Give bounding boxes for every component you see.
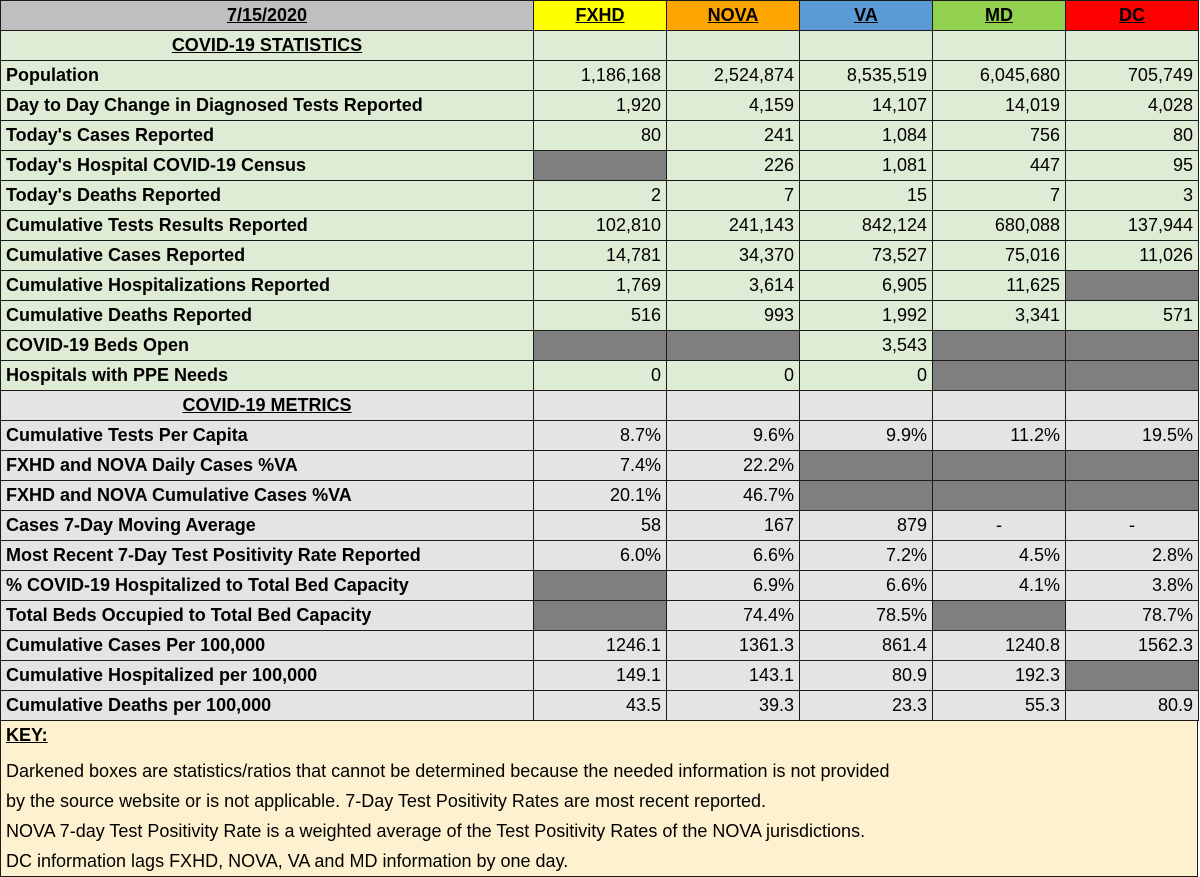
unavailable-cell bbox=[534, 571, 667, 601]
value-cell: 55.3 bbox=[933, 691, 1066, 721]
table-row bbox=[1, 451, 1199, 481]
value-cell: - bbox=[933, 511, 1066, 541]
col-header-va: VA bbox=[800, 1, 933, 31]
value-cell: 1246.1 bbox=[534, 631, 667, 661]
key-title: KEY: bbox=[6, 725, 48, 745]
table-row bbox=[1, 661, 1199, 691]
value-cell: 11,026 bbox=[1066, 241, 1199, 271]
table-row bbox=[1, 91, 1199, 121]
row-label: FXHD and NOVA Daily Cases %VA bbox=[1, 451, 534, 481]
value-cell: 6,905 bbox=[800, 271, 933, 301]
section-title: COVID-19 STATISTICS bbox=[1, 31, 534, 61]
value-cell: 167 bbox=[667, 511, 800, 541]
value-cell: 3,614 bbox=[667, 271, 800, 301]
table-row bbox=[1, 121, 1199, 151]
value-cell: 80.9 bbox=[1066, 691, 1199, 721]
row-label: Cumulative Hospitalized per 100,000 bbox=[1, 661, 534, 691]
row-label: Hospitals with PPE Needs bbox=[1, 361, 534, 391]
empty-cell bbox=[1066, 31, 1199, 61]
table-row bbox=[1, 691, 1199, 721]
value-cell: 571 bbox=[1066, 301, 1199, 331]
value-cell: 6.6% bbox=[800, 571, 933, 601]
value-cell: 4,159 bbox=[667, 91, 800, 121]
value-cell: 861.4 bbox=[800, 631, 933, 661]
value-cell: 9.9% bbox=[800, 421, 933, 451]
value-cell: 19.5% bbox=[1066, 421, 1199, 451]
row-label: Cumulative Deaths per 100,000 bbox=[1, 691, 534, 721]
value-cell: 842,124 bbox=[800, 211, 933, 241]
table-row bbox=[1, 511, 1199, 541]
key-line: Darkened boxes are statistics/ratios that cannot be determined because the needed information is not provided bbox=[6, 761, 890, 781]
value-cell: 34,370 bbox=[667, 241, 800, 271]
table-row bbox=[1, 331, 1199, 361]
value-cell: 8,535,519 bbox=[800, 61, 933, 91]
empty-cell bbox=[800, 31, 933, 61]
section-title-row bbox=[1, 31, 1199, 61]
table-row bbox=[1, 61, 1199, 91]
empty-cell bbox=[534, 31, 667, 61]
unavailable-cell bbox=[933, 361, 1066, 391]
row-label: % COVID-19 Hospitalized to Total Bed Capacity bbox=[1, 571, 534, 601]
value-cell: 14,107 bbox=[800, 91, 933, 121]
value-cell: 1,769 bbox=[534, 271, 667, 301]
row-label: COVID-19 Beds Open bbox=[1, 331, 534, 361]
table-row bbox=[1, 601, 1199, 631]
value-cell: 80 bbox=[534, 121, 667, 151]
value-cell: 149.1 bbox=[534, 661, 667, 691]
value-cell: 6,045,680 bbox=[933, 61, 1066, 91]
table-row bbox=[1, 301, 1199, 331]
table-row bbox=[1, 181, 1199, 211]
value-cell: 226 bbox=[667, 151, 800, 181]
unavailable-cell bbox=[1066, 361, 1199, 391]
row-label: Day to Day Change in Diagnosed Tests Reported bbox=[1, 91, 534, 121]
col-header-dc: DC bbox=[1066, 1, 1199, 31]
value-cell: 75,016 bbox=[933, 241, 1066, 271]
value-cell: 3 bbox=[1066, 181, 1199, 211]
unavailable-cell bbox=[933, 601, 1066, 631]
value-cell: 1,920 bbox=[534, 91, 667, 121]
value-cell: 1,081 bbox=[800, 151, 933, 181]
value-cell: 680,088 bbox=[933, 211, 1066, 241]
unavailable-cell bbox=[933, 481, 1066, 511]
unavailable-cell bbox=[534, 151, 667, 181]
value-cell: 137,944 bbox=[1066, 211, 1199, 241]
row-label: Cumulative Deaths Reported bbox=[1, 301, 534, 331]
row-label: Population bbox=[1, 61, 534, 91]
unavailable-cell bbox=[534, 331, 667, 361]
key-line: DC information lags FXHD, NOVA, VA and MD information by one day. bbox=[6, 851, 569, 871]
table-row bbox=[1, 361, 1199, 391]
value-cell: 11,625 bbox=[933, 271, 1066, 301]
row-label: Cases 7-Day Moving Average bbox=[1, 511, 534, 541]
table-row bbox=[1, 481, 1199, 511]
value-cell: 2,524,874 bbox=[667, 61, 800, 91]
empty-cell bbox=[933, 391, 1066, 421]
table-row bbox=[1, 421, 1199, 451]
col-header-nova: NOVA bbox=[667, 1, 800, 31]
unavailable-cell bbox=[800, 451, 933, 481]
key-section bbox=[0, 721, 1198, 877]
value-cell: 447 bbox=[933, 151, 1066, 181]
value-cell: 3.8% bbox=[1066, 571, 1199, 601]
col-header-fxhd: FXHD bbox=[534, 1, 667, 31]
value-cell: 143.1 bbox=[667, 661, 800, 691]
row-label: Most Recent 7-Day Test Positivity Rate Reported bbox=[1, 541, 534, 571]
row-label: Cumulative Cases Reported bbox=[1, 241, 534, 271]
value-cell: 8.7% bbox=[534, 421, 667, 451]
value-cell: 39.3 bbox=[667, 691, 800, 721]
value-cell: 0 bbox=[800, 361, 933, 391]
value-cell: 192.3 bbox=[933, 661, 1066, 691]
value-cell: 1,992 bbox=[800, 301, 933, 331]
value-cell: 9.6% bbox=[667, 421, 800, 451]
table-row bbox=[1, 241, 1199, 271]
empty-cell bbox=[534, 391, 667, 421]
empty-cell bbox=[1066, 391, 1199, 421]
value-cell: 1562.3 bbox=[1066, 631, 1199, 661]
unavailable-cell bbox=[1066, 271, 1199, 301]
value-cell: 3,543 bbox=[800, 331, 933, 361]
value-cell: 756 bbox=[933, 121, 1066, 151]
value-cell: 46.7% bbox=[667, 481, 800, 511]
unavailable-cell bbox=[933, 331, 1066, 361]
row-label: FXHD and NOVA Cumulative Cases %VA bbox=[1, 481, 534, 511]
unavailable-cell bbox=[1066, 451, 1199, 481]
value-cell: 15 bbox=[800, 181, 933, 211]
value-cell: 102,810 bbox=[534, 211, 667, 241]
value-cell: 6.0% bbox=[534, 541, 667, 571]
unavailable-cell bbox=[800, 481, 933, 511]
key-line: by the source website or is not applicable. 7-Day Test Positivity Rates are most recent reported. bbox=[6, 791, 767, 811]
value-cell: 6.9% bbox=[667, 571, 800, 601]
value-cell: 4,028 bbox=[1066, 91, 1199, 121]
value-cell: 0 bbox=[534, 361, 667, 391]
value-cell: 7.2% bbox=[800, 541, 933, 571]
row-label: Cumulative Cases Per 100,000 bbox=[1, 631, 534, 661]
value-cell: 7 bbox=[933, 181, 1066, 211]
unavailable-cell bbox=[667, 331, 800, 361]
value-cell: 3,341 bbox=[933, 301, 1066, 331]
value-cell: 241,143 bbox=[667, 211, 800, 241]
value-cell: - bbox=[1066, 511, 1199, 541]
unavailable-cell bbox=[933, 451, 1066, 481]
row-label: Cumulative Tests Results Reported bbox=[1, 211, 534, 241]
value-cell: 11.2% bbox=[933, 421, 1066, 451]
row-label: Cumulative Tests Per Capita bbox=[1, 421, 534, 451]
value-cell: 14,019 bbox=[933, 91, 1066, 121]
row-label: Cumulative Hospitalizations Reported bbox=[1, 271, 534, 301]
unavailable-cell bbox=[534, 601, 667, 631]
empty-cell bbox=[667, 391, 800, 421]
value-cell: 7 bbox=[667, 181, 800, 211]
value-cell: 2.8% bbox=[1066, 541, 1199, 571]
value-cell: 43.5 bbox=[534, 691, 667, 721]
value-cell: 4.5% bbox=[933, 541, 1066, 571]
value-cell: 80.9 bbox=[800, 661, 933, 691]
empty-cell bbox=[933, 31, 1066, 61]
table-row bbox=[1, 631, 1199, 661]
value-cell: 993 bbox=[667, 301, 800, 331]
section-title: COVID-19 METRICS bbox=[1, 391, 534, 421]
value-cell: 879 bbox=[800, 511, 933, 541]
unavailable-cell bbox=[1066, 661, 1199, 691]
row-label: Total Beds Occupied to Total Bed Capacity bbox=[1, 601, 534, 631]
table-row bbox=[1, 151, 1199, 181]
value-cell: 23.3 bbox=[800, 691, 933, 721]
table-row bbox=[1, 541, 1199, 571]
value-cell: 20.1% bbox=[534, 481, 667, 511]
unavailable-cell bbox=[1066, 331, 1199, 361]
row-label: Today's Deaths Reported bbox=[1, 181, 534, 211]
unavailable-cell bbox=[1066, 481, 1199, 511]
value-cell: 2 bbox=[534, 181, 667, 211]
value-cell: 7.4% bbox=[534, 451, 667, 481]
value-cell: 516 bbox=[534, 301, 667, 331]
value-cell: 14,781 bbox=[534, 241, 667, 271]
report-date: 7/15/2020 bbox=[1, 1, 534, 31]
row-label: Today's Hospital COVID-19 Census bbox=[1, 151, 534, 181]
table-row bbox=[1, 571, 1199, 601]
row-label: Today's Cases Reported bbox=[1, 121, 534, 151]
value-cell: 78.5% bbox=[800, 601, 933, 631]
value-cell: 1,084 bbox=[800, 121, 933, 151]
value-cell: 4.1% bbox=[933, 571, 1066, 601]
empty-cell bbox=[800, 391, 933, 421]
section-title-row bbox=[1, 391, 1199, 421]
header-row bbox=[1, 1, 1199, 31]
key-line: NOVA 7-day Test Positivity Rate is a weighted average of the Test Positivity Rates of the NOVA jurisdictions. bbox=[6, 821, 866, 841]
value-cell: 74.4% bbox=[667, 601, 800, 631]
value-cell: 78.7% bbox=[1066, 601, 1199, 631]
value-cell: 1240.8 bbox=[933, 631, 1066, 661]
value-cell: 95 bbox=[1066, 151, 1199, 181]
value-cell: 80 bbox=[1066, 121, 1199, 151]
value-cell: 0 bbox=[667, 361, 800, 391]
table-row bbox=[1, 271, 1199, 301]
table-row bbox=[1, 211, 1199, 241]
value-cell: 241 bbox=[667, 121, 800, 151]
value-cell: 58 bbox=[534, 511, 667, 541]
value-cell: 6.6% bbox=[667, 541, 800, 571]
value-cell: 705,749 bbox=[1066, 61, 1199, 91]
value-cell: 1,186,168 bbox=[534, 61, 667, 91]
value-cell: 22.2% bbox=[667, 451, 800, 481]
col-header-md: MD bbox=[933, 1, 1066, 31]
value-cell: 1361.3 bbox=[667, 631, 800, 661]
empty-cell bbox=[667, 31, 800, 61]
value-cell: 73,527 bbox=[800, 241, 933, 271]
